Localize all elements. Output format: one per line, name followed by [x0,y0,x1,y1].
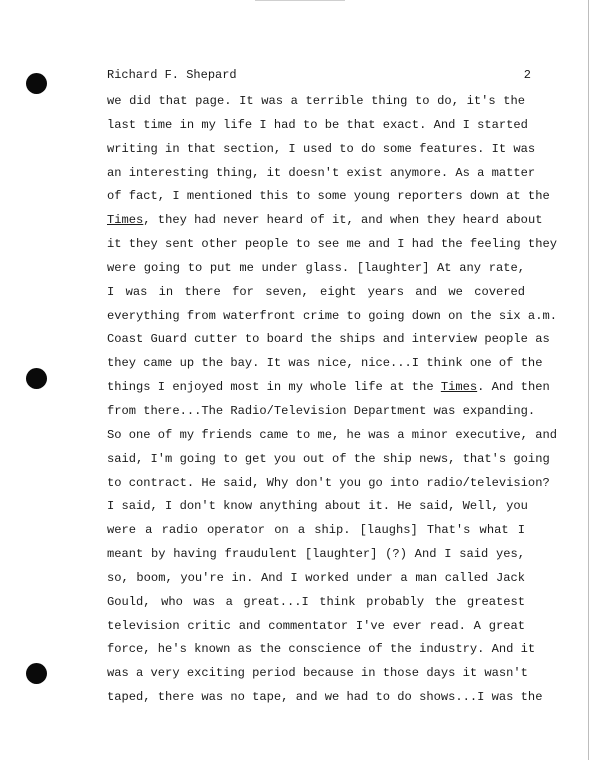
line-text: television critic and commentator I've ever read. A great [107,618,525,633]
header-author: Richard F. Shepard [107,68,237,82]
line-text: I said, I don't know anything about it. He said, Well, you [107,499,528,514]
line-text: said, I'm going to get you out of the ship news, that's going [107,451,550,466]
line-text: was a very exciting period because in those days it wasn't [107,666,528,681]
line-text: writing in that section, I used to do some features. It was [107,141,536,156]
line-text: so, boom, you're in. And I worked under a man called Jack [107,570,525,585]
text-line [107,305,557,329]
page-header [107,67,531,83]
text-line [107,90,525,114]
text-line [107,495,528,519]
text-line [107,185,550,209]
punch-hole-bottom [26,663,47,684]
punch-hole-middle [26,368,47,389]
text-line [107,591,525,615]
line-text: things I enjoyed most in my whole life at the [107,380,441,395]
line-text: an interesting thing, it doesn't exist anymore. As a matter [107,165,536,180]
text-line [107,352,543,376]
transcript-body [107,90,557,710]
line-text: everything from waterfront crime to going down on the six a.m. [107,308,557,323]
text-line [107,138,536,162]
text-line [107,162,536,186]
text-line [107,543,525,567]
text-line [107,257,525,281]
line-text: meant by having fraudulent [laughter] (?) And I said yes, [107,547,525,562]
line-text: they came up the bay. It was nice, nice...I think one of the [107,356,543,371]
text-line [107,424,557,448]
line-text: So one of my friends came to me, he was a minor executive, and [107,427,557,442]
underlined-title: Times [107,213,144,228]
line-text: it they sent other people to see me and I had the feeling they [107,237,557,252]
line-text: from there...The Radio/Television Department was expanding. [107,403,536,418]
line-text: Gould, who was a great...I think probably the greatest [107,594,525,609]
punch-hole-top [26,73,47,94]
underlined-title: Times [440,380,478,395]
text-line [107,376,550,400]
page-top-edge [255,0,345,1]
text-line [107,567,525,591]
line-text: of fact, I mentioned this to some young reporters down at the [107,189,550,204]
text-line [107,233,557,257]
line-text: were a radio operator on a ship. [laughs] That's what I [107,523,525,538]
line-text: we did that page. It was a terrible thing to do, it's the [107,94,525,108]
text-line [107,615,525,639]
line-text: Coast Guard cutter to board the ships and interview people as [107,332,550,347]
line-text: last time in my life I had to be that exact. And I started [107,117,528,132]
line-text: to contract. He said, Why don't you go into radio/television? [107,475,550,490]
text-line [107,448,550,472]
line-text: I was in there for seven, eight years and we covered [107,284,525,299]
text-line [107,519,525,543]
text-line [107,328,550,352]
line-text: were going to put me under glass. [laughter] At any rate, [107,260,525,275]
text-line [107,686,543,710]
text-line [107,114,528,138]
text-line [107,281,525,305]
text-line [107,209,543,233]
line-text: taped, there was no tape, and we had to do shows...I was the [107,690,543,705]
text-line [107,638,536,662]
text-line [107,400,536,424]
line-text: , they had never heard of it, and when they heard about [143,213,543,228]
line-text: force, he's known as the conscience of the industry. And it [107,642,536,657]
line-text: . And then [477,380,550,395]
text-line [107,472,550,496]
text-line [107,662,528,686]
page-number: 2 [523,68,531,82]
